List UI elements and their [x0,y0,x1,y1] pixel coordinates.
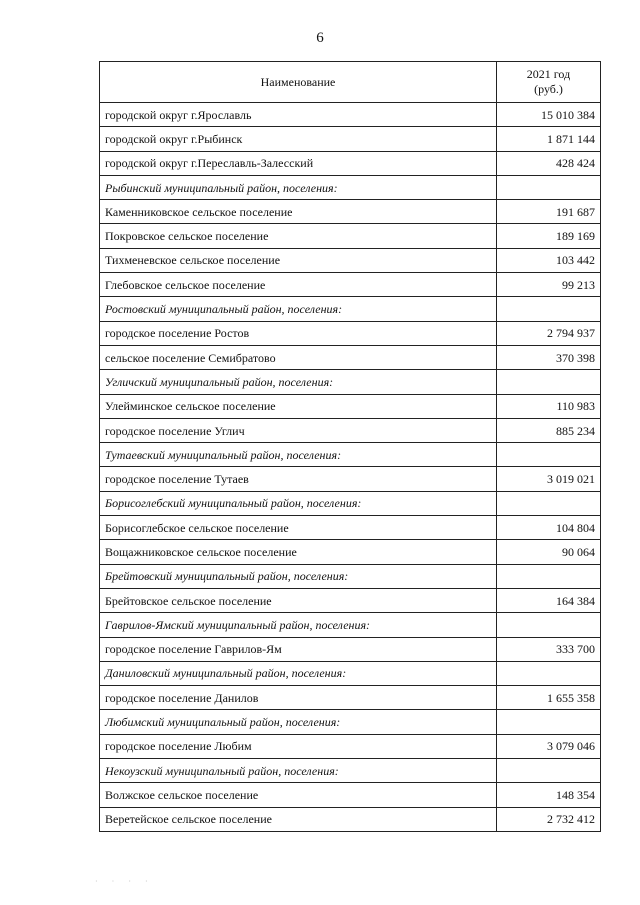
amount-cell [497,710,601,734]
settlement-name-cell: Борисоглебское сельское поселение [100,516,497,540]
settlement-name-cell: Покровское сельское поселение [100,224,497,248]
amount-cell: 885 234 [497,418,601,442]
district-heading-row [100,297,601,321]
table-row [100,588,601,612]
settlement-name-cell: городское поселение Углич [100,418,497,442]
settlement-name-cell: городское поселение Гаврилов-Ям [100,637,497,661]
amount-cell: 370 398 [497,345,601,369]
table-row [100,321,601,345]
settlement-name-cell: Брейтовское сельское поселение [100,588,497,612]
amount-cell: 3 019 021 [497,467,601,491]
amount-cell [497,370,601,394]
amount-cell: 1 655 358 [497,686,601,710]
amount-cell: 104 804 [497,516,601,540]
page-number: 6 [316,30,324,46]
amount-cell: 99 213 [497,273,601,297]
district-heading-row [100,370,601,394]
table-row [100,418,601,442]
settlement-name-cell: городское поселение Любим [100,734,497,758]
settlement-name-cell: Глебовское сельское поселение [100,273,497,297]
amount-cell: 148 354 [497,783,601,807]
table-row [100,686,601,710]
district-name-cell: Некоузский муниципальный район, поселения: [100,759,497,783]
district-heading-row [100,661,601,685]
scan-artifact: · · · · [95,877,154,886]
table-row [100,127,601,151]
column-header-name: Наименование [100,62,497,103]
settlement-name-cell: городское поселение Тутаев [100,467,497,491]
column-header-unit: (руб.) [534,82,563,96]
settlement-name-cell: Тихменевское сельское поселение [100,248,497,272]
amount-cell [497,661,601,685]
table-body [100,103,601,832]
amount-cell: 2 794 937 [497,321,601,345]
district-heading-row [100,759,601,783]
table-header-row [100,62,601,103]
settlement-name-cell: городской округ г.Рыбинск [100,127,497,151]
settlement-name-cell: Волжское сельское поселение [100,783,497,807]
amount-cell [497,175,601,199]
district-heading-row [100,613,601,637]
table-row [100,200,601,224]
table-row [100,345,601,369]
settlement-name-cell: Вощажниковское сельское поселение [100,540,497,564]
amount-cell [497,613,601,637]
amount-cell [497,491,601,515]
table-row [100,540,601,564]
table-row [100,103,601,127]
district-heading-row [100,443,601,467]
table-row [100,248,601,272]
district-name-cell: Борисоглебский муниципальный район, поселения: [100,491,497,515]
district-heading-row [100,175,601,199]
amount-cell: 110 983 [497,394,601,418]
table-row [100,734,601,758]
district-name-cell: Угличский муниципальный район, поселения: [100,370,497,394]
table-row [100,394,601,418]
amount-cell: 3 079 046 [497,734,601,758]
amount-cell: 191 687 [497,200,601,224]
amount-cell: 189 169 [497,224,601,248]
settlement-name-cell: городское поселение Ростов [100,321,497,345]
table-row [100,516,601,540]
district-heading-row [100,491,601,515]
table-row [100,224,601,248]
amount-cell: 103 442 [497,248,601,272]
amount-cell [497,443,601,467]
district-name-cell: Тутаевский муниципальный район, поселения: [100,443,497,467]
amount-cell: 15 010 384 [497,103,601,127]
settlement-name-cell: Веретейское сельское поселение [100,807,497,831]
district-name-cell: Ростовский муниципальный район, поселения: [100,297,497,321]
table-row [100,637,601,661]
amount-cell: 164 384 [497,588,601,612]
district-name-cell: Даниловский муниципальный район, поселения: [100,661,497,685]
settlement-name-cell: городской округ г.Ярославль [100,103,497,127]
amount-cell: 2 732 412 [497,807,601,831]
district-heading-row [100,710,601,734]
amount-cell: 428 424 [497,151,601,175]
table-row [100,807,601,831]
district-name-cell: Любимский муниципальный район, поселения: [100,710,497,734]
district-heading-row [100,564,601,588]
amount-cell [497,297,601,321]
amount-cell [497,564,601,588]
settlement-name-cell: Каменниковское сельское поселение [100,200,497,224]
district-name-cell: Брейтовский муниципальный район, поселения: [100,564,497,588]
column-header-year [497,62,601,103]
amount-cell [497,759,601,783]
amount-cell: 333 700 [497,637,601,661]
district-name-cell: Гаврилов-Ямский муниципальный район, поселения: [100,613,497,637]
settlement-name-cell: городское поселение Данилов [100,686,497,710]
amount-cell: 90 064 [497,540,601,564]
district-name-cell: Рыбинский муниципальный район, поселения: [100,175,497,199]
table-row [100,783,601,807]
table-row [100,273,601,297]
table-row [100,467,601,491]
table-row [100,151,601,175]
settlement-name-cell: Улейминское сельское поселение [100,394,497,418]
budget-table [99,61,601,832]
settlement-name-cell: сельское поселение Семибратово [100,345,497,369]
settlement-name-cell: городской округ г.Переславль-Залесский [100,151,497,175]
amount-cell: 1 871 144 [497,127,601,151]
column-header-year-label: 2021 год [526,67,571,81]
